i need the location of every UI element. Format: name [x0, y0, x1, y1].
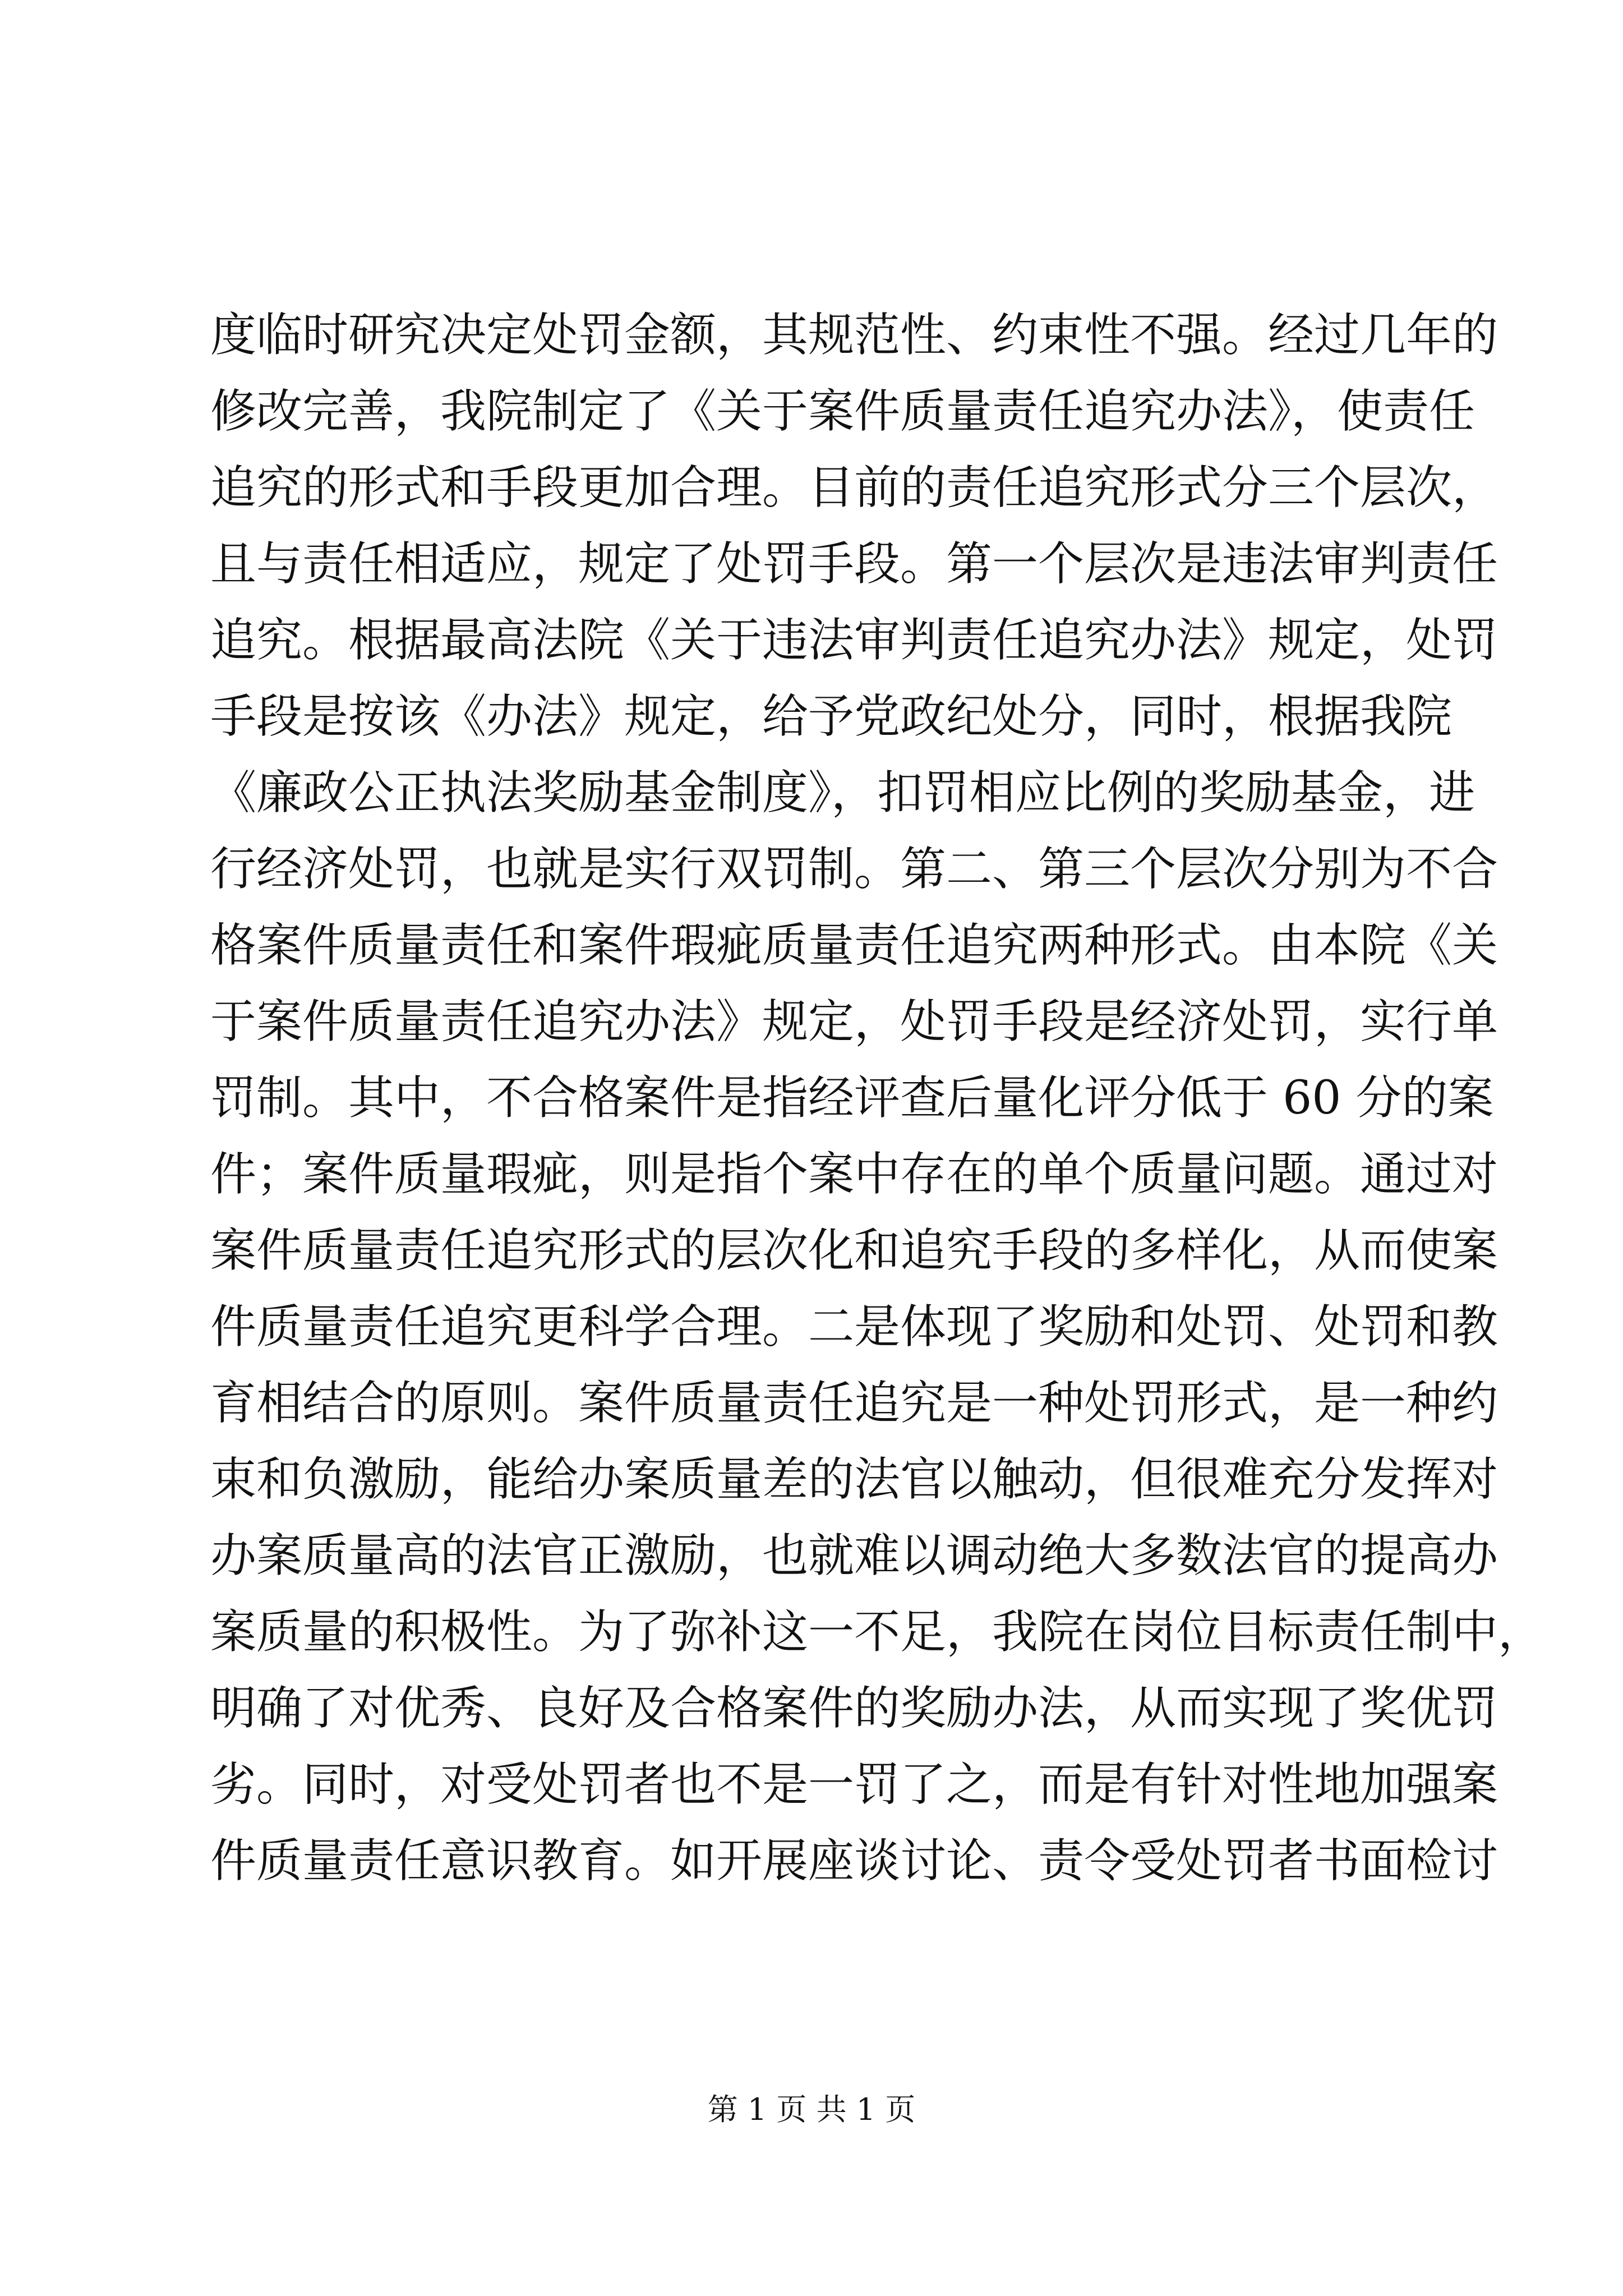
- text-line: 件质量责任追究更科学合理。二是体现了奖励和处罚、处罚和教: [210, 1300, 1498, 1354]
- text-line: 行经济处罚，也就是实行双罚制。第二、第三个层次分别为不合: [210, 843, 1498, 896]
- text-line: 罚制。其中，不合格案件是指经评查后量化评分低于 60 分的案: [210, 1071, 1494, 1125]
- text-line: 《廉政公正执法奖励基金制度》，扣罚相应比例的奖励基金，进: [210, 766, 1476, 820]
- text-line: 明确了对优秀、良好及合格案件的奖励办法，从而实现了奖优罚: [210, 1682, 1498, 1735]
- text-line: 束和负激励，能给办案质量差的法官以触动，但很难充分发挥对: [210, 1453, 1498, 1506]
- text-line: 修改完善，我院制定了《关于案件质量责任追究办法》，使责任: [210, 385, 1476, 438]
- text-line: 追究。根据最高法院《关于违法审判责任追究办法》规定，处罚: [210, 614, 1498, 667]
- text-line: 育相结合的原则。案件质量责任追究是一种处罚形式，是一种约: [210, 1377, 1498, 1430]
- text-line: 案质量的积极性。为了弥补这一不足，我院在岗位目标责任制中，: [210, 1605, 1544, 1659]
- text-line: 件质量责任意识教育。如开展座谈讨论、责令受处罚者书面检讨: [210, 1834, 1498, 1888]
- text-line: 劣。同时，对受处罚者也不是一罚了之，而是有针对性地加强案: [210, 1758, 1498, 1811]
- text-line: 件；案件质量瑕疵，则是指个案中存在的单个质量问题。通过对: [210, 1148, 1498, 1201]
- text-line: 且与责任相适应，规定了处罚手段。第一个层次是违法审判责任: [210, 537, 1498, 591]
- text-line: 手段是按该《办法》规定，给予党政纪处分，同时，根据我院: [210, 690, 1453, 743]
- text-line: 追究的形式和手段更加合理。目前的责任追究形式分三个层次，: [210, 461, 1498, 514]
- page-footer: 第 1 页 共 1 页: [707, 2092, 916, 2127]
- text-line: 格案件质量责任和案件瑕疵质量责任追究两种形式。由本院《关: [210, 919, 1498, 972]
- text-line: 案件质量责任追究形式的层次化和追究手段的多样化，从而使案: [210, 1224, 1498, 1277]
- text-line: 办案质量高的法官正激励，也就难以调动绝大多数法官的提高办: [210, 1529, 1498, 1582]
- text-line: 于案件质量责任追究办法》规定，处罚手段是经济处罚，实行单: [210, 995, 1498, 1048]
- body-text: [210, 297, 1544, 1899]
- text-line: 度临时研究决定处罚金额，其规范性、约束性不强。经过几年的: [210, 309, 1498, 362]
